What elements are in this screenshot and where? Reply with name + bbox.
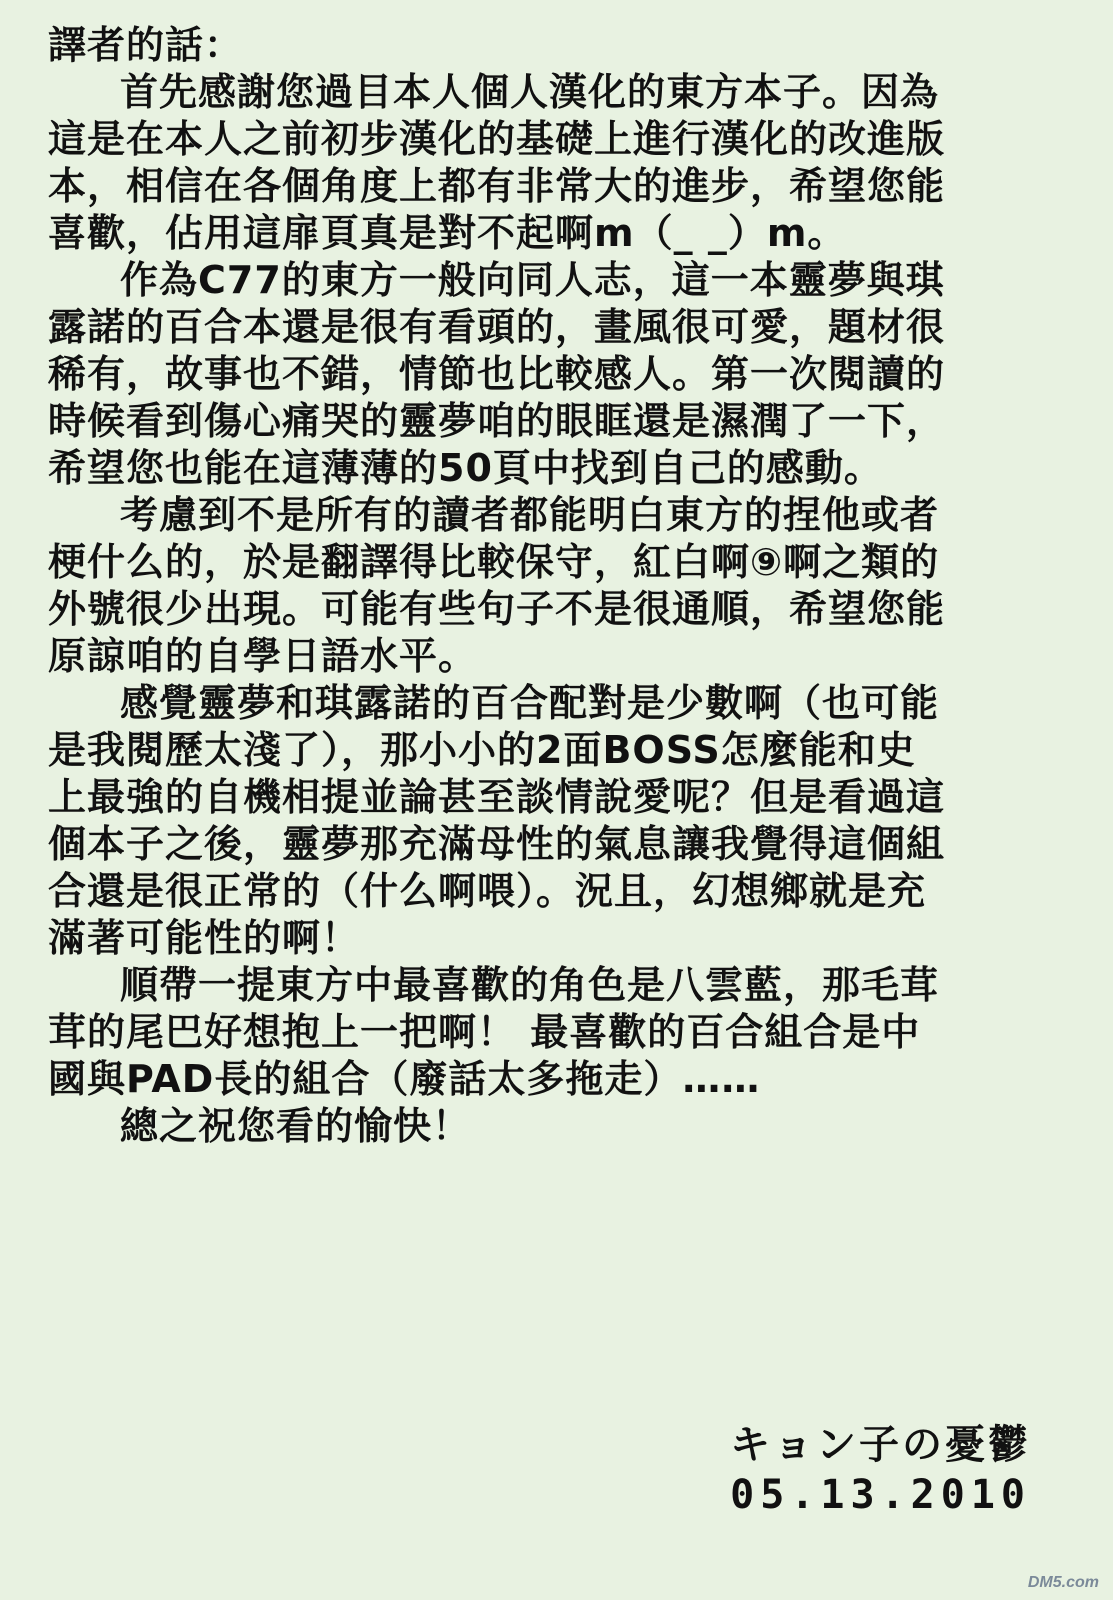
note-line: 茸的尾巴好想抱上一把啊！ 最喜歡的百合組合是中 — [48, 1010, 921, 1054]
note-line: 這是在本人之前初步漢化的基礎上進行漢化的改進版 — [48, 117, 946, 161]
note-lines — [48, 69, 1048, 1150]
signature-date: 05.13.2010 — [730, 1472, 1031, 1518]
note-line: 總之祝您看的愉快！ — [120, 1104, 472, 1148]
note-line: 上最強的自機相提並論甚至談情說愛呢？但是看過這 — [48, 775, 946, 819]
note-line: 國與PAD長的組合（廢話太多拖走）…… — [48, 1057, 761, 1101]
note-line: 順帶一提東方中最喜歡的角色是八雲藍，那毛茸 — [120, 963, 940, 1007]
site-watermark: DM5.com — [1027, 1574, 1099, 1591]
note-line: 原諒咱的自學日語水平。 — [48, 634, 478, 678]
note-line: 感覺靈夢和琪露諾的百合配對是少數啊（也可能 — [120, 681, 940, 725]
note-line: 作為C77的東方一般向同人志，這一本靈夢與琪 — [120, 258, 945, 302]
note-line: 本，相信在各個角度上都有非常大的進步，希望您能 — [48, 164, 946, 208]
note-line: 時候看到傷心痛哭的靈夢咱的眼眶還是濕潤了一下， — [48, 399, 946, 443]
note-line: 個本子之後，靈夢那充滿母性的氣息讓我覺得這個組 — [48, 822, 946, 866]
note-line: 是我閱歷太淺了），那小小的2面BOSS怎麼能和史 — [48, 728, 916, 772]
note-line: 稀有，故事也不錯，情節也比較感人。第一次閱讀的 — [48, 352, 946, 396]
note-line: 外號很少出現。可能有些句子不是很通順，希望您能 — [48, 587, 946, 631]
note-heading: 譯者的話： — [48, 23, 244, 67]
note-line: 希望您也能在這薄薄的50頁中找到自己的感動。 — [48, 446, 883, 490]
note-body — [48, 22, 1048, 1150]
signature-name: キョン子の憂鬱 — [730, 1422, 1031, 1468]
note-line: 考慮到不是所有的讀者都能明白東方的捏他或者 — [120, 493, 940, 537]
note-line: 喜歡，佔用這扉頁真是對不起啊m（_ _）m。 — [48, 211, 847, 255]
note-line: 滿著可能性的啊！ — [48, 916, 361, 960]
note-line: 梗什么的，於是翻譯得比較保守，紅白啊⑨啊之類的 — [48, 540, 940, 584]
note-line: 露諾的百合本還是很有看頭的，畫風很可愛，題材很 — [48, 305, 946, 349]
note-line: 合還是很正常的（什么啊喂）。況且，幻想鄉就是充 — [48, 869, 927, 913]
note-line: 首先感謝您過目本人個人漢化的東方本子。因為 — [120, 70, 940, 114]
signature-block — [730, 1420, 1031, 1520]
